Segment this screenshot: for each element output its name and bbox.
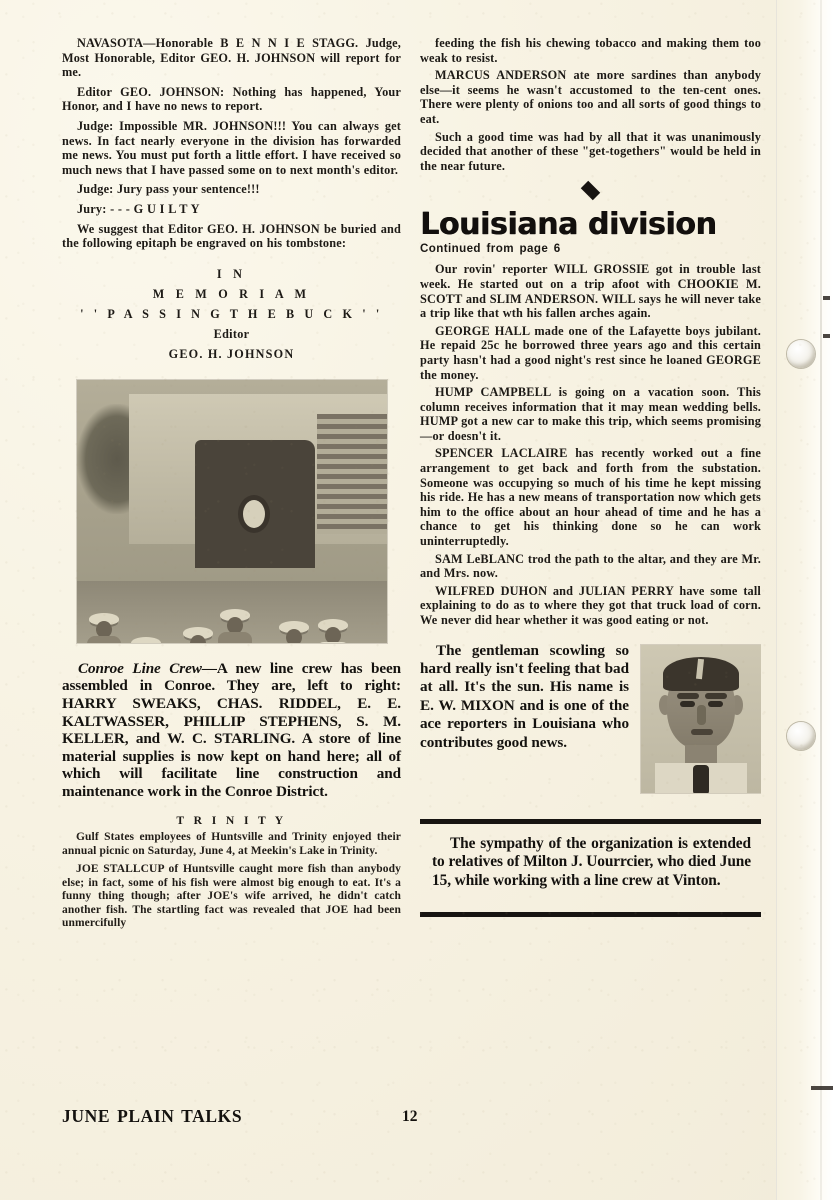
paragraph-george-hall: GEORGE HALL made one of the Lafayette boys jubilant. He repaid 25c he borrowed three years ago and this certain party hasn't had a good night's rest since he loaned GEORGE the money.	[420, 323, 761, 382]
sympathy-text: The sympathy of the organization is extended to relatives of Milton J. Uourrcier, who died June 15, while working with a line crew at Vinton.	[432, 834, 751, 889]
memoriam-line-memoriam: M E M O R I A M	[152, 286, 311, 301]
crew-photo-wrapper	[62, 380, 401, 643]
memoriam-line-name: GEO. H. JOHNSON	[168, 346, 295, 361]
left-column	[62, 36, 401, 935]
diamond-ornament-icon	[581, 181, 600, 200]
louisiana-division-title: Louisiana division	[420, 207, 717, 243]
caption-rest: —A new line crew has been assembled in Conroe. They are, left to right: HARRY SWEAKS, CHAS. RIDDEL, E. E. KALTWASSER, PHILLIP STEPHENS, S. M. KELLER, and W. C. STARLING. A store of line material supplies is now kept on hand here; all of which will facilitate line construction and maintenance work in the Conroe District.	[62, 659, 402, 800]
footer-page-number: 12	[402, 1108, 418, 1125]
paragraph-will-grossie: Our rovin' reporter WILL GROSSIE got in trouble last week. He started out on a trip afoot with CHOOKIE M. SCOTT and SLIM ANDERSON. WILL says he will never take a trip like that wth his fallen arches again.	[420, 262, 761, 321]
sympathy-box	[420, 819, 761, 918]
conroe-line-crew-photo	[77, 380, 387, 643]
paragraph-good-time: Such a good time was had by all that it was unanimously decided that another of these "get-togethers" would be held in the near future.	[420, 129, 761, 173]
binder-hole-bottom	[787, 722, 815, 750]
paragraph-jury-guilty: Jury: - - - G U I L T Y	[77, 201, 200, 216]
memoriam-line-editor: Editor	[213, 326, 250, 341]
mixon-portrait-photo	[641, 645, 761, 793]
caption-lead: Conroe Line Crew	[78, 659, 202, 677]
mixon-block	[420, 642, 761, 797]
memoriam-line-in: I N	[216, 266, 247, 281]
mixon-caption-text: The gentleman scowling so hard really isn't feeling that bad at all. It's the sun. His name is E. W. MIXON and is one of the ace reporters in Louisiana who contributes good news.	[420, 641, 629, 751]
binder-hole-top	[787, 340, 815, 368]
edge-mark-bottom	[811, 1086, 833, 1090]
diamond-ornament-wrapper	[420, 182, 761, 203]
paragraph-judge-sentence: Judge: Jury pass your sentence!!!	[77, 182, 260, 197]
right-column	[420, 36, 761, 917]
footer-issue-title: JUNE PLAIN TALKS	[62, 1106, 243, 1126]
paragraph-hump-campbell: HUMP CAMPBELL is going on a vacation soon. This column receives information that it may mean wedding bells. HUMP got a new car to make this trip, which seems promising—or doesn't it.	[420, 385, 761, 443]
crew-photo-caption	[62, 660, 401, 801]
paragraph-judge-impossible: Judge: Impossible MR. JOHNSON!!! You can always get news. In fact nearly everyone in the division has forwarded me news. You must put forth a little effort. I have received so much news that I have passed some on to next month's editor.	[62, 118, 401, 177]
continued-from-label: Continued from page 6	[420, 242, 561, 256]
mixon-photo-wrapper	[641, 645, 761, 793]
paragraph-spencer-laclaire: SPENCER LACLAIRE has recently worked out a fine arrangement to get back and forth from the substation. Someone was occupying so much of his time he kept missing his ride. He has a new means of transportation now which gets him to the office about an hour ahead of time and he has a chance to get his thinking done so he can work uninterruptedly.	[420, 446, 761, 549]
edge-mark-lower	[823, 334, 830, 338]
paragraph-marcus-anderson: MARCUS ANDERSON ate more sardines than anybody else—it seems he wasn't accustomed to the ten-cent ones. There were plenty of onions too and all sorts of good things to eat.	[420, 68, 761, 126]
paragraph-feeding-fish: feeding the fish his chewing tobacco and making them too weak to resist.	[420, 36, 761, 65]
memoriam-line-title: ' ' P A S S I N G T H E B U C K ' '	[80, 306, 383, 321]
paragraph-navasota: NAVASOTA—Honorable B E N N I E STAGG. Judge, Most Honorable, Editor GEO. H. JOHNSON will report for me.	[62, 36, 401, 80]
trinity-heading: T R I N I T Y	[176, 814, 287, 828]
paragraph-sam-leblanc: SAM LeBLANC trod the path to the altar, and they are Mr. and Mrs. now.	[420, 551, 761, 581]
trinity-paragraph-stallcup: JOE STALLCUP of Huntsville caught more fish than anybody else; in fact, some of his fish were almost big enough to eat. It's a funny thing though; after JOE's wife arrived, he didn't catch another fish. The startling fact was revealed that JOE had been unmercifully	[62, 863, 401, 929]
binder-gutter	[776, 0, 833, 1200]
trinity-paragraph-picnic: Gulf States employees of Huntsville and Trinity enjoyed their annual picnic on Saturday, June 4, at Meekin's Lake in Trinity.	[62, 831, 401, 857]
sympathy-bottom-rule	[420, 912, 761, 917]
paragraph-wilfred-duhon: WILFRED DUHON and JULIAN PERRY have some tall explaining to do as to where they got that truck load of corn. We never did hear whether it was good eating or not.	[420, 583, 761, 627]
memoriam-block	[62, 264, 401, 364]
paragraph-editor-johnson: Editor GEO. JOHNSON: Nothing has happened, Your Honor, and I have no news to report.	[62, 84, 401, 114]
sheet-edge	[820, 0, 822, 1200]
paragraph-epitaph-suggestion: We suggest that Editor GEO. H. JOHNSON be buried and the following epitaph be engraved on his tombstone:	[62, 221, 401, 251]
edge-mark-upper	[823, 296, 830, 300]
